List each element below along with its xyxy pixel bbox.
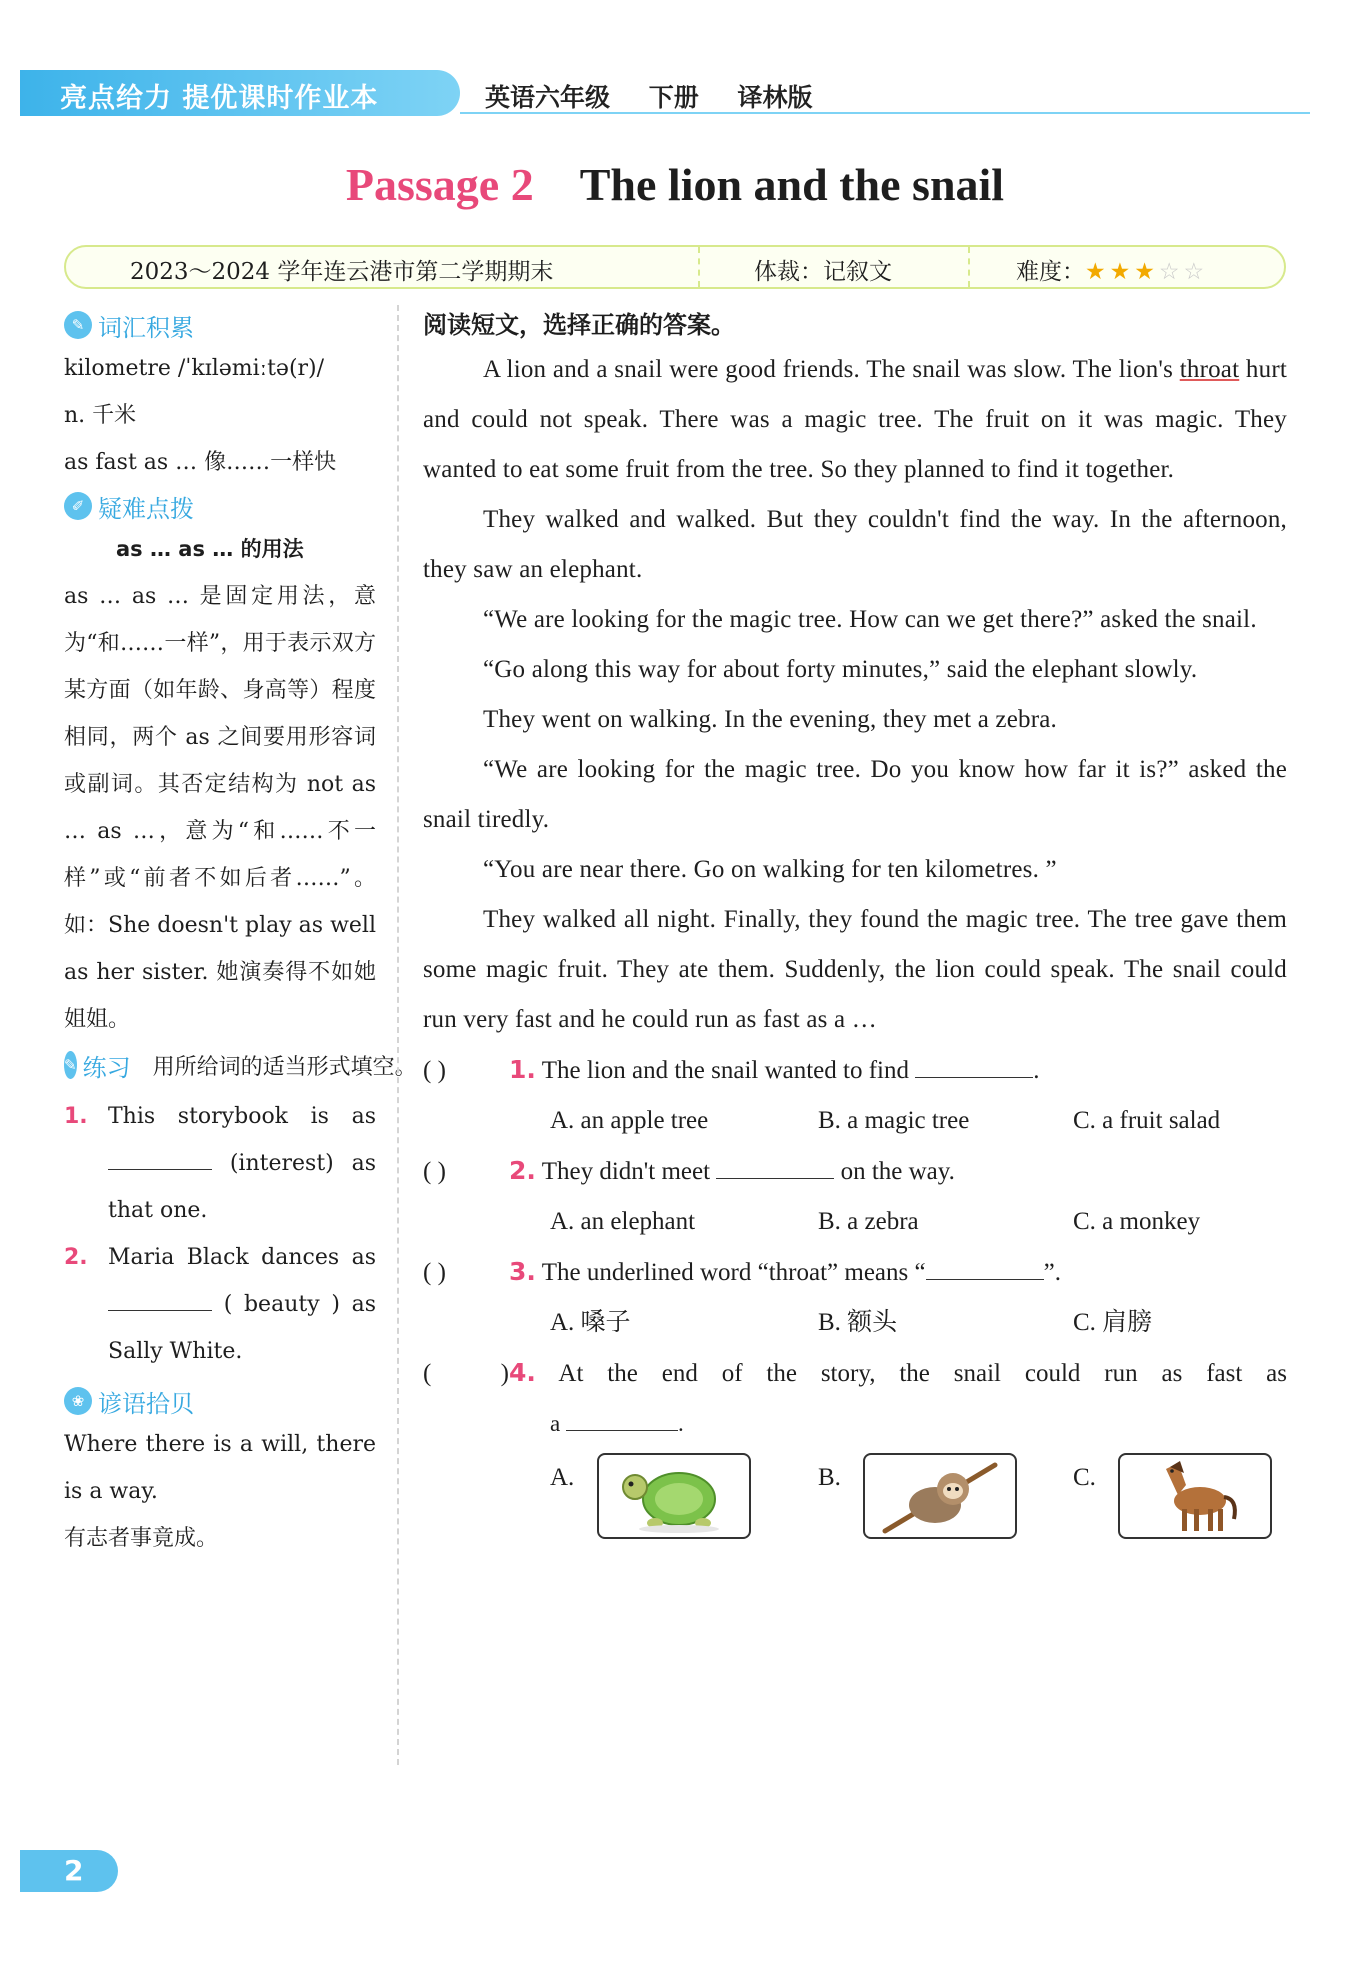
pen-icon: ✐	[64, 492, 92, 520]
question-3: ( ) 3. The underlined word “throat” means “ ”.	[423, 1247, 1287, 1298]
answer-paren[interactable]: ( )	[423, 1259, 446, 1286]
page-title	[0, 158, 1350, 211]
proverb-section-title: ❀ 谚语拾贝	[64, 1381, 376, 1421]
passage-title: The lion and the snail	[579, 159, 1005, 210]
info-divider	[968, 247, 970, 287]
answer-paren[interactable]: ( )	[423, 1360, 509, 1387]
horse-icon	[1120, 1455, 1270, 1537]
option-b[interactable]: B. a zebra	[818, 1208, 919, 1235]
difficulty-stars	[1085, 259, 1208, 285]
answer-blank	[566, 1406, 678, 1431]
answer-blank	[716, 1154, 834, 1179]
answer-blank[interactable]	[108, 1286, 212, 1311]
main-content	[423, 305, 1287, 1539]
genre-label: 体裁：记叙文	[754, 259, 892, 285]
option-a[interactable]: A. an apple tree	[550, 1107, 709, 1134]
option-b[interactable]: B.	[818, 1453, 1073, 1539]
vocab-line: n. 千米	[64, 403, 137, 428]
question-1: ( ) 1. The lion and the snail wanted to find .	[423, 1045, 1287, 1096]
passage-paragraph: They went on walking. In the evening, they met a zebra.	[483, 706, 1058, 733]
filled-star-icon: ★	[1134, 259, 1159, 285]
book-icon: ✎	[64, 311, 92, 339]
tips-body: as … as … 是固定用法，意为“和……一样”，用于表示双方某方面（如年龄、身高等）程度相同，两个 as 之间要用形容词或副词。其否定结构为 not as … as …，意为“和……不一样”或“前者不如后者……”。如：She doesn't play as well as her sister. 她演奏得不如她姐姐。	[64, 584, 376, 1032]
column-divider	[397, 305, 399, 1765]
reading-instruction: 阅读短文，选择正确的答案。	[423, 311, 735, 339]
practice-section-title: ✎ 练习 用所给词的适当形式填空。	[64, 1045, 376, 1085]
passage-paragraph: They walked and walked. But they couldn't find the way. In the afternoon, they saw an elephant.	[423, 506, 1287, 583]
question-1-options	[423, 1096, 1287, 1146]
passage-paragraph: They walked all night. Finally, they found the magic tree. The tree gave them some magic fruit. They ate them. Suddenly, the lion could speak. The snail could run very fast and he could run as fast as a …	[423, 906, 1287, 1033]
exercise-1: 1. This storybook is as	[64, 1104, 376, 1129]
option-c[interactable]: C.	[1073, 1453, 1272, 1539]
shell-icon: ❀	[64, 1387, 92, 1415]
filled-star-icon: ★	[1109, 259, 1135, 285]
page-header	[20, 70, 1310, 116]
sloth-icon	[865, 1455, 1015, 1537]
answer-paren[interactable]: ( )	[423, 1057, 446, 1084]
answer-blank[interactable]	[108, 1145, 212, 1170]
vocab-line: as fast as … 像……一样快	[64, 450, 337, 475]
answer-blank	[926, 1255, 1044, 1280]
brand-title: 亮点给力 提优课时作业本	[60, 83, 379, 114]
tips-heading: as … as … 的用法	[116, 537, 304, 561]
page-number: 2	[20, 1850, 118, 1892]
passage-paragraph: “You are near there. Go on walking for ten kilometres. ”	[483, 856, 1057, 883]
question-2: ( ) 2. They didn't meet on the way.	[423, 1146, 1287, 1197]
difficulty-label: 难度：	[1016, 259, 1085, 285]
sloth-picture	[863, 1453, 1017, 1539]
exercise-2: 2. Maria Black dances as	[64, 1245, 376, 1270]
option-c[interactable]: C. a fruit salad	[1073, 1107, 1221, 1134]
passage-paragraph: “We are looking for the magic tree. How can we get there?” asked the snail.	[483, 606, 1257, 633]
edition-label: 译林版	[737, 83, 813, 112]
difficulty	[1016, 253, 1208, 286]
exercise-1-end: that one.	[108, 1198, 208, 1223]
option-a[interactable]: A.	[550, 1453, 818, 1539]
option-b[interactable]: B. 额头	[818, 1309, 898, 1336]
question-2-options	[423, 1197, 1287, 1247]
pencil-icon: ✎	[64, 1051, 77, 1079]
grade-label: 英语六年级	[485, 83, 611, 112]
sidebar	[64, 305, 417, 1562]
option-a[interactable]: A. an elephant	[550, 1208, 696, 1235]
exercise-2-end: Sally White.	[108, 1339, 243, 1364]
filled-star-icon: ★	[1085, 259, 1110, 285]
tips-section-title: ✐ 疑难点拨	[64, 486, 376, 526]
proverb-english: Where there is a will, there is a way.	[64, 1432, 376, 1504]
empty-star-icon: ☆	[1183, 259, 1209, 285]
question-4-options	[423, 1453, 1287, 1539]
volume-label: 下册	[648, 83, 699, 112]
option-a[interactable]: A. 嗓子	[550, 1309, 631, 1336]
option-c[interactable]: C. a monkey	[1073, 1208, 1201, 1235]
info-bar	[64, 245, 1286, 289]
empty-star-icon: ☆	[1158, 259, 1184, 285]
answer-paren[interactable]: ( )	[423, 1158, 446, 1185]
passage-number: Passage 2	[345, 159, 534, 210]
passage-paragraph: A lion and a snail were good friends. The snail was slow. The lion's throat hurt and could not speak. There was a magic tree. The fruit on it was magic. They wanted to eat some fruit from the tree. So they planned to find it together.	[423, 356, 1287, 483]
horse-picture	[1118, 1453, 1272, 1539]
exercise-1-blank: (interest) as	[64, 1140, 376, 1187]
book-info	[485, 78, 842, 114]
passage-paragraph: “We are looking for the magic tree. Do you know how far it is?” asked the snail tiredly.	[423, 756, 1287, 833]
passage-paragraph: “Go along this way for about forty minutes,” said the elephant slowly.	[483, 656, 1198, 683]
answer-blank	[915, 1053, 1033, 1078]
option-b[interactable]: B. a magic tree	[818, 1107, 970, 1134]
option-c[interactable]: C. 肩膀	[1073, 1309, 1153, 1336]
turtle-picture	[597, 1453, 751, 1539]
header-rule	[460, 112, 1310, 114]
proverb-chinese: 有志者事竟成。	[64, 1526, 219, 1551]
exam-source: 2023～2024 学年连云港市第二学期期末	[130, 259, 554, 285]
question-4: ( )4. At the end of the story, the snail could run as fast as	[423, 1348, 1287, 1399]
practice-instruction: 用所给词的适当形式填空。	[152, 1054, 417, 1080]
exercise-2-blank: ( beauty ) as	[64, 1281, 376, 1328]
turtle-icon	[599, 1455, 749, 1537]
question-3-options	[423, 1298, 1287, 1348]
question-4-line2: a .	[423, 1399, 1287, 1449]
underlined-word: throat	[1179, 356, 1240, 383]
vocab-line: kilometre /ˈkɪləmiːtə(r)/	[64, 356, 325, 381]
info-divider	[698, 247, 700, 287]
vocab-section-title: ✎ 词汇积累	[64, 305, 376, 345]
